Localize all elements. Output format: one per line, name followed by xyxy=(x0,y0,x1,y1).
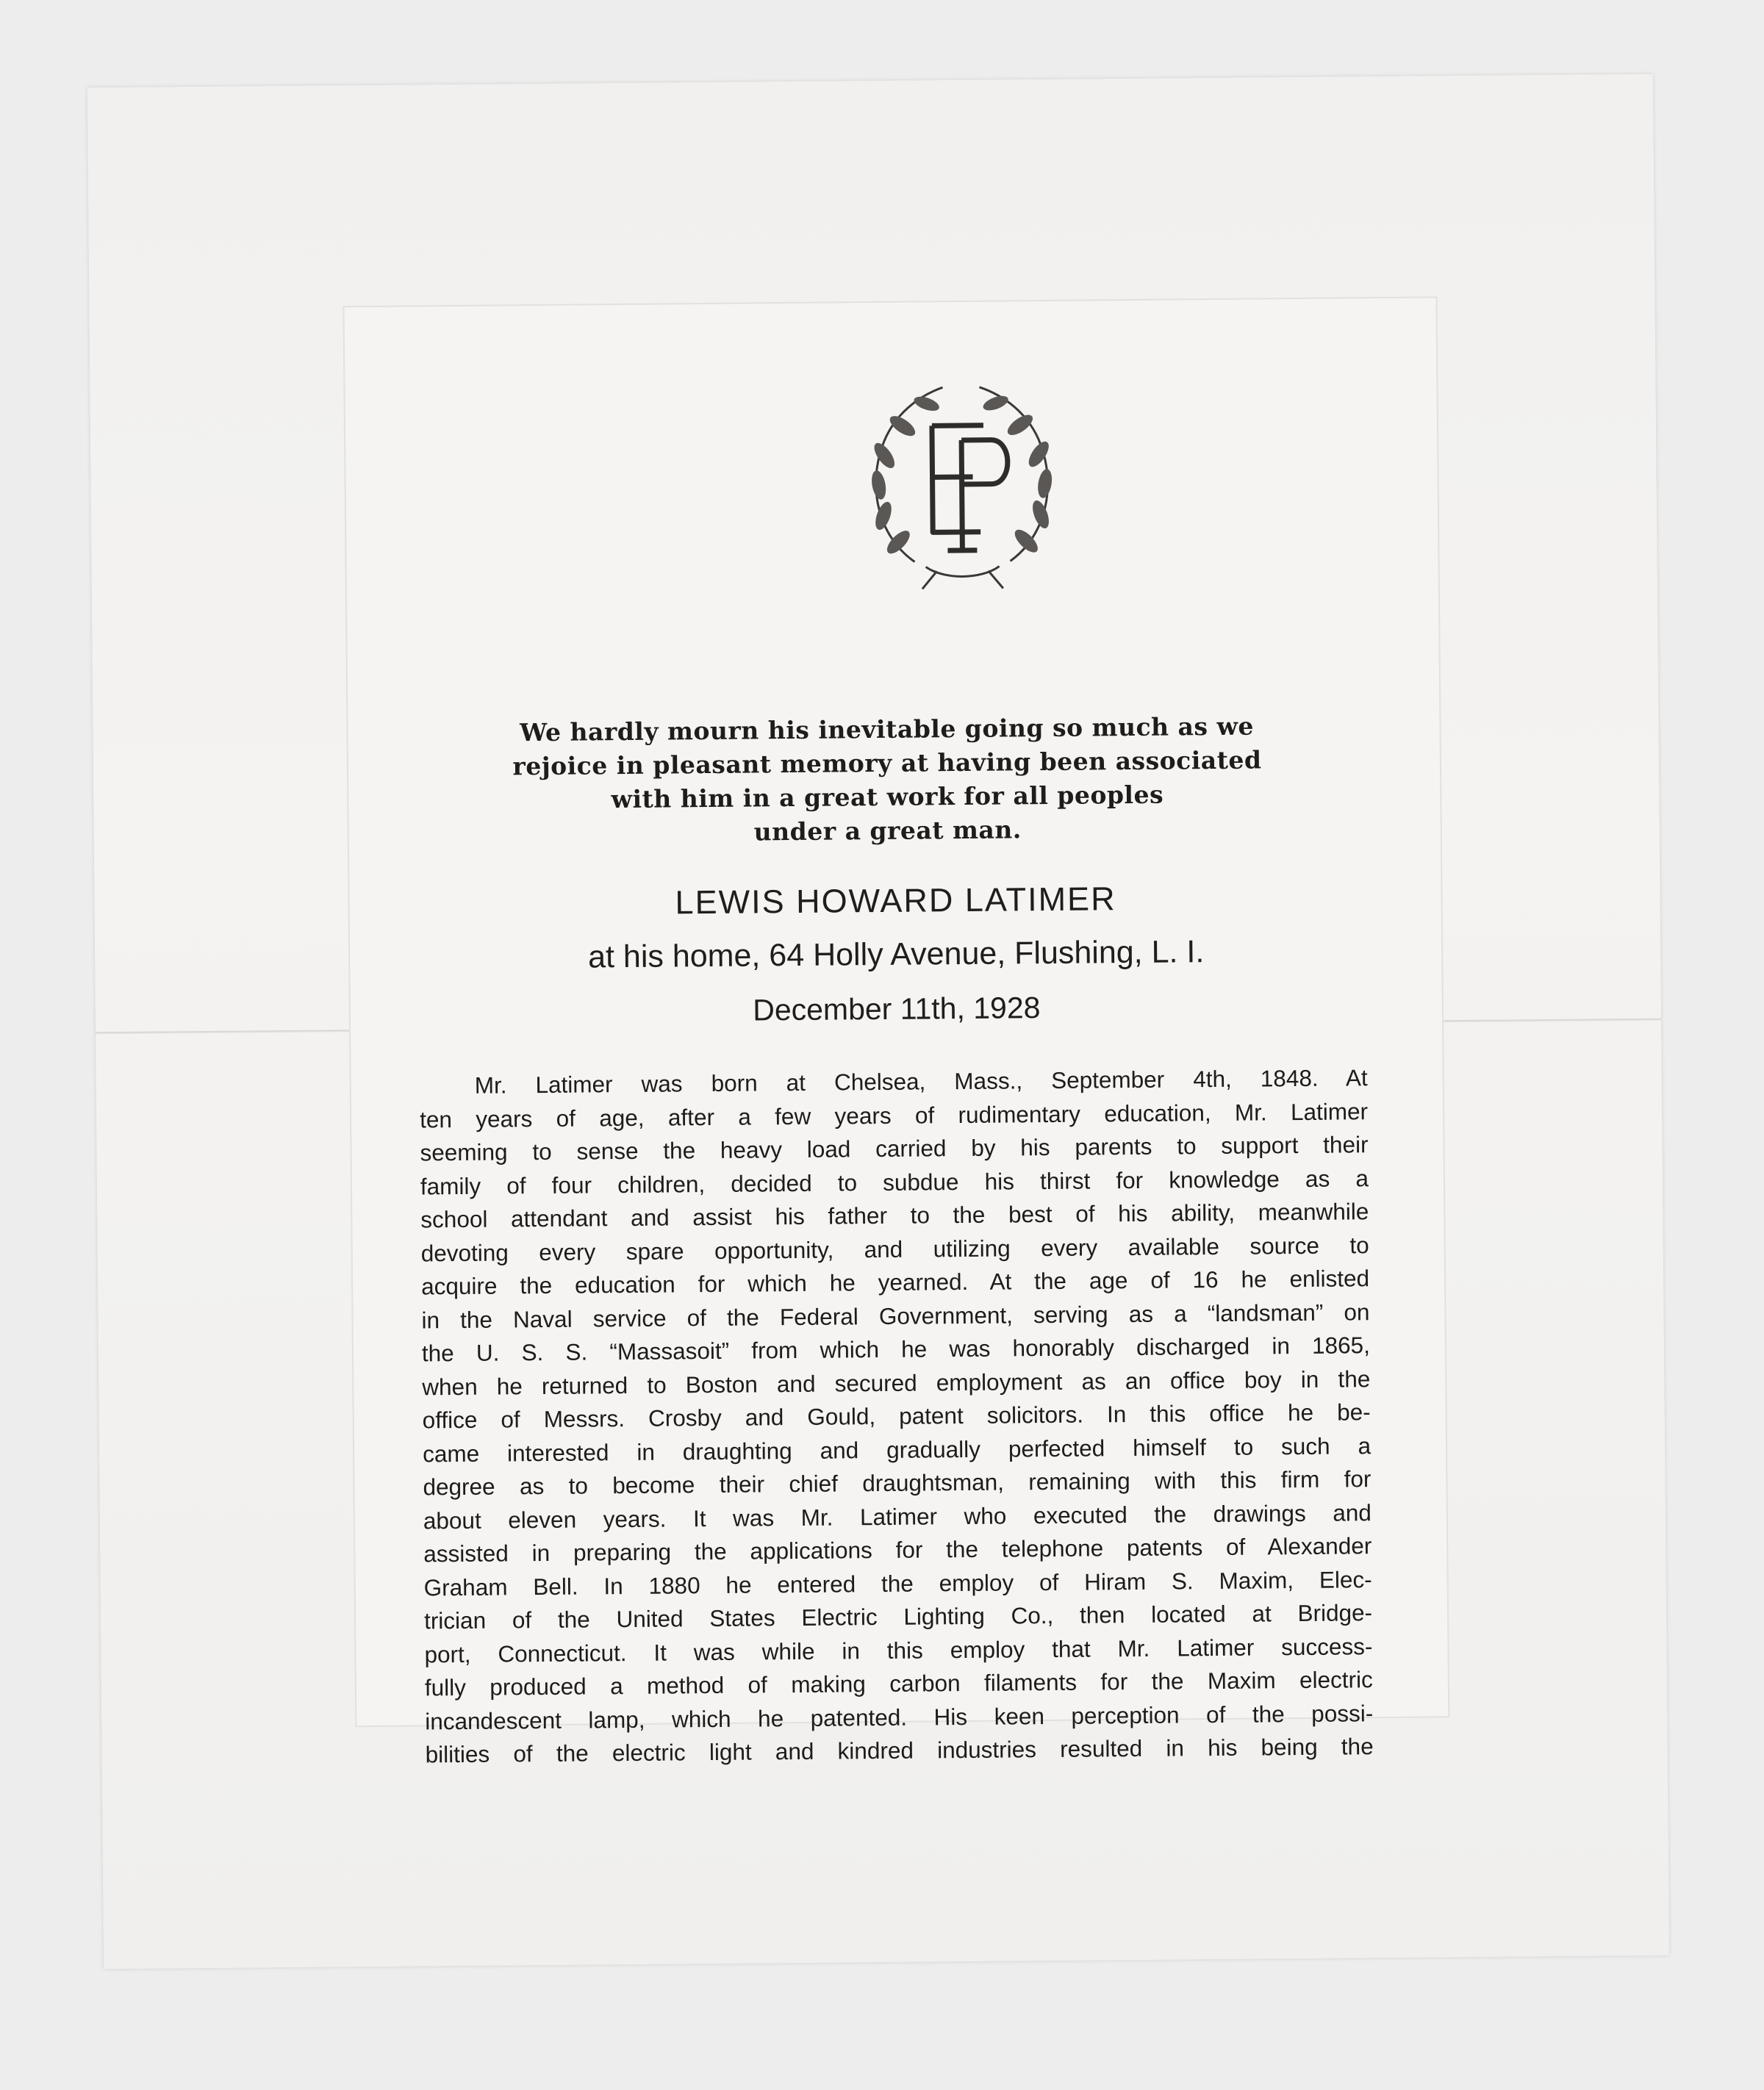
motto-line: with him in a great work for all peoples xyxy=(611,780,1164,814)
biography-line: the U. S. S. “Massasoit” from which he was honorably discharged in 1865, xyxy=(421,1332,1371,1367)
biography-line: devoting every spare opportunity, and utilizing every available source to xyxy=(420,1231,1369,1266)
motto-line: under a great man. xyxy=(753,815,1022,847)
biography-line: acquire the education for which he yearned. At the age of 16 he enlisted xyxy=(420,1265,1370,1300)
motto-line: We hardly mourn his inevitable going so much as we xyxy=(519,711,1255,747)
biography-line: Mr. Latimer was born at Chelsea, Mass., September 4th, 1848. At xyxy=(474,1064,1368,1099)
biography-paragraph xyxy=(420,1061,1374,1772)
biography-line: when he returned to Boston and secured employment as an office boy in the xyxy=(422,1365,1371,1400)
biography-line: assisted in preparing the applications for the telephone patents of Alexander xyxy=(423,1532,1372,1568)
biography-line: incandescent lamp, which he patented. His keen perception of the possi- xyxy=(425,1699,1374,1734)
laurel-wreath-monogram-icon xyxy=(861,373,1062,595)
biography-line: port, Connecticut. It was while in this employ that Mr. Latimer success- xyxy=(424,1632,1373,1667)
biography-line: school attendant and assist his father to the best of his ability, meanwhile xyxy=(420,1198,1369,1233)
biography-line: family of four children, decided to subdue his thirst for knowledge as a xyxy=(420,1164,1369,1199)
home-address: at his home, 64 Holly Avenue, Flushing, L. I. xyxy=(587,934,1205,975)
memorial-motto xyxy=(504,709,1270,851)
biography-line: degree as to become their chief draughtsman, remaining with this firm for xyxy=(423,1465,1372,1501)
person-name: LEWIS HOWARD LATIMER xyxy=(675,880,1116,922)
biography-line: Graham Bell. In 1880 he entered the employ of Hiram S. Maxim, Elec- xyxy=(423,1565,1372,1601)
biography-line: ten years of age, after a few years of rudimentary education, Mr. Latimer xyxy=(419,1097,1369,1132)
document-sheet xyxy=(87,74,1669,1969)
biography-line: office of Messrs. Crosby and Gould, patent solicitors. In this office he be- xyxy=(422,1398,1371,1434)
biography-line: came interested in draughting and gradually perfected himself to such a xyxy=(422,1432,1372,1467)
motto-line: rejoice in pleasant memory at having been associated xyxy=(512,745,1262,781)
biography-line: seeming to sense the heavy load carried by his parents to support their xyxy=(420,1131,1369,1166)
biography-line: bilities of the electric light and kindred industries resulted in his being the xyxy=(425,1733,1374,1768)
biography-line: trician of the United States Electric Lighting Co., then located at Bridge- xyxy=(423,1599,1373,1634)
biography-line: about eleven years. It was Mr. Latimer who executed the drawings and xyxy=(423,1498,1372,1534)
biography-line: fully produced a method of making carbon filaments for the Maxim electric xyxy=(424,1666,1373,1701)
biography-line: in the Naval service of the Federal Government, serving as a “landsman” on xyxy=(421,1298,1370,1333)
death-date: December 11th, 1928 xyxy=(753,991,1041,1027)
